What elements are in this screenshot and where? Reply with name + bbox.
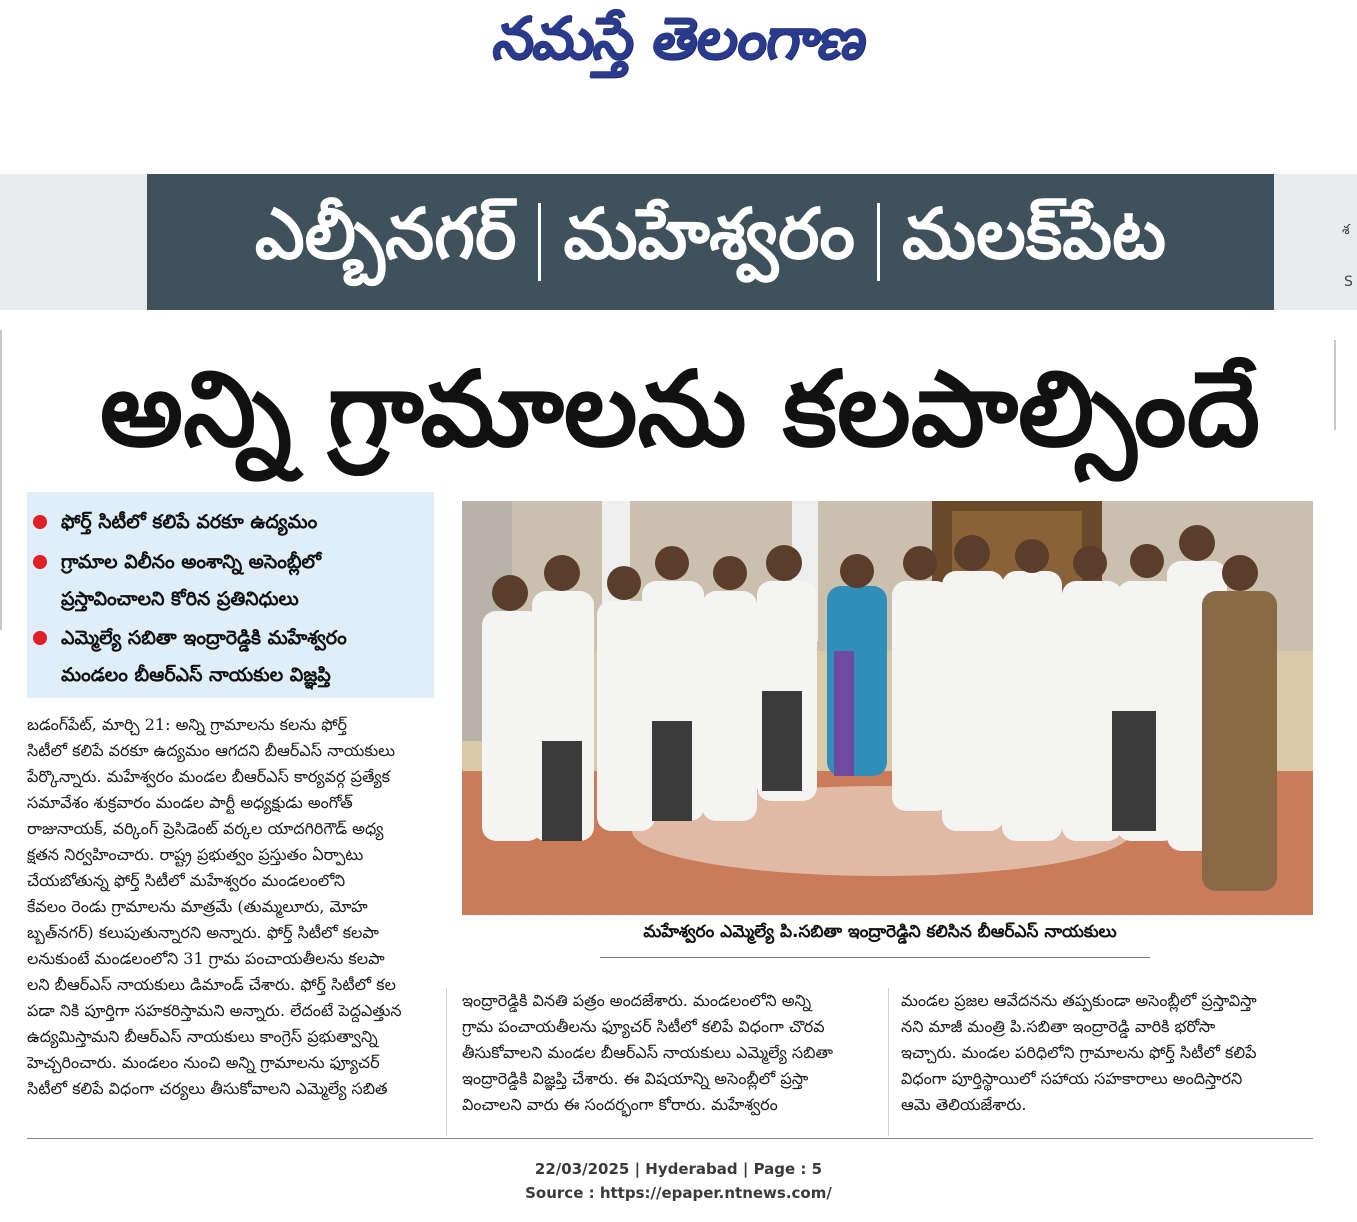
masthead: [0, 0, 1357, 100]
newspaper-logo: నమస్తే తెలంగాణ: [487, 4, 872, 72]
caption-rule: [600, 957, 1150, 958]
column-rule: [888, 988, 889, 1136]
bullet-dot-icon: [33, 515, 47, 529]
highlight-item: [33, 502, 317, 541]
section-place-1: ఎల్బీనగర్: [254, 192, 517, 275]
section-header: [147, 174, 1274, 310]
news-photo: [462, 501, 1313, 915]
highlight-text: ఎమ్మెల్యే సబితా ఇంద్రారెడ్డికి మహేశ్వరం: [61, 626, 347, 649]
bottom-rule: [27, 1138, 1313, 1139]
photo-caption: మహేశ్వరం ఎమ్మెల్యే పి.సబితా ఇంద్రారెడ్డిని కలిసిన బీఆర్‌ఎస్‌ నాయకులు: [643, 922, 1117, 942]
highlight-continuation: మండలం బీఆర్‌ఎస్‌ నాయకుల విజ్ఞప్తి: [61, 664, 331, 686]
highlight-item: [33, 618, 347, 657]
highlight-text: గ్రామాల విలీనం అంశాన్ని అసెంబ్లీలో: [61, 550, 322, 573]
highlight-text: ఫోర్త్‌ సిటీలో కలిపే వరకూ ఉద్యమం: [61, 510, 318, 533]
article-column-1: బడంగ్‌పేట్‌, మార్చి 21: అన్ని గ్రామాలను కలను ఫోర్త్‌ సిటీలో కలిపే వరకూ ఉద్యమం ఆగదని బీఆర్‌ఎస్‌ నాయకులు పేర్కొన్నారు. మహేశ్వరం మండల బీఆర్‌ఎస్‌ కార్యవర్గ ప్రత్యేక సమావేశం శుక్రవారం మండల పార్టీ అధ్యక్షుడు అంగోత్‌ రాజునాయక్‌, వర్కింగ్‌ ప్రెసిడెంట్‌ వర్కల యాదగిరిగౌడ్‌ అధ్య క్షతన నిర్వహించారు. రాష్ట్ర ప్రభుత్వం ప్రస్తుతం ఏర్పాటు చేయబోతున్న ఫోర్త్‌ సిటీలో మహేశ్వరం మండలంలోని కేవలం రెండు గ్రామాలను మాత్రమే (తుమ్మలూరు, మోహ బ్బత్‌నగర్‌) కలుపుతున్నారని అన్నారు. ఫోర్త్‌ సిటీలో కలపా లనుకుంటే మండలంలోని 31 గ్రామ పంచాయతీలను కలపా లని బీఆర్‌ఎస్‌ నాయకులు డిమాండ్‌ చేశారు. ఫోర్త్‌ సిటీలో కల పడా నికి పూర్తిగా సహకరిస్తామని అన్నారు. లేదంటే పెద్దఎత్తున ఉద్యమిస్తామని బీఆర్‌ఎస్‌ నాయకులు కాంగ్రెస్‌ ప్రభుత్వాన్ని హెచ్చరించారు. మండలం నుంచి అన్ని గ్రామాలను ఫ్యూచర్‌ సిటీలో కలిపే విధంగా చర్యలు తీసుకోవాలని ఎమ్మెల్యే సబిత: [27, 715, 402, 1098]
edge-fragment-top: శ: [1342, 222, 1350, 238]
footer-dateline: 22/03/2025 | Hyderabad | Page : 5: [534, 1160, 823, 1178]
article-column-2: ఇంద్రారెడ్డికి వినతి పత్రం అందజేశారు. మండలంలోని అన్ని గ్రామ పంచాయతీలను ఫ్యూచర్‌ సిటీలో కలిపే విధంగా చొరవ తీసుకోవాలని మండల బీఆర్‌ఎస్‌ నాయకులు ఎమ్మెల్యే సబితా ఇంద్రారెడ్డికి విజ్ఞప్తి చేశారు. ఈ విషయాన్ని అసెంబ్లీలో ప్రస్తా వించాలని వారు ఈ సందర్భంగా కోరారు. మహేశ్వరం: [462, 991, 833, 1114]
article-column-3: మండల ప్రజల ఆవేదనను తప్పకుండా అసెంబ్లీలో ప్రస్తావిస్తా నని మాజీ మంత్రి పి.సబితా ఇంద్రారెడ్డి వారికి భరోసా ఇచ్చారు. మండల పరిధిలోని గ్రామాలను ఫోర్త్‌ సిటీలో కలిపే విధంగా పూర్తిస్థాయిలో సహాయ సహకారాలు అందిస్తారని ఆమె తెలియజేశారు.: [901, 991, 1257, 1114]
edge-fragment-bottom: S: [1344, 274, 1353, 290]
footer-source: Source : https://epaper.ntnews.com/: [525, 1184, 832, 1202]
highlight-continuation: ప్రస్తావించాలని కోరిన ప్రతినిధులు: [61, 588, 299, 610]
column-rule: [446, 988, 447, 1136]
headline: అన్ని గ్రామాలను కలపాల్సిందే: [99, 348, 1261, 470]
group-photo-illustration: [462, 501, 1313, 915]
highlight-item: [33, 542, 321, 581]
bullet-dot-icon: [33, 555, 47, 569]
section-place-2: మహేశ్వరం: [563, 192, 856, 275]
highlights-box: [27, 492, 434, 698]
left-rule: [0, 330, 2, 630]
section-place-3: మలక్‌పేట: [902, 192, 1167, 275]
bullet-dot-icon: [33, 631, 47, 645]
